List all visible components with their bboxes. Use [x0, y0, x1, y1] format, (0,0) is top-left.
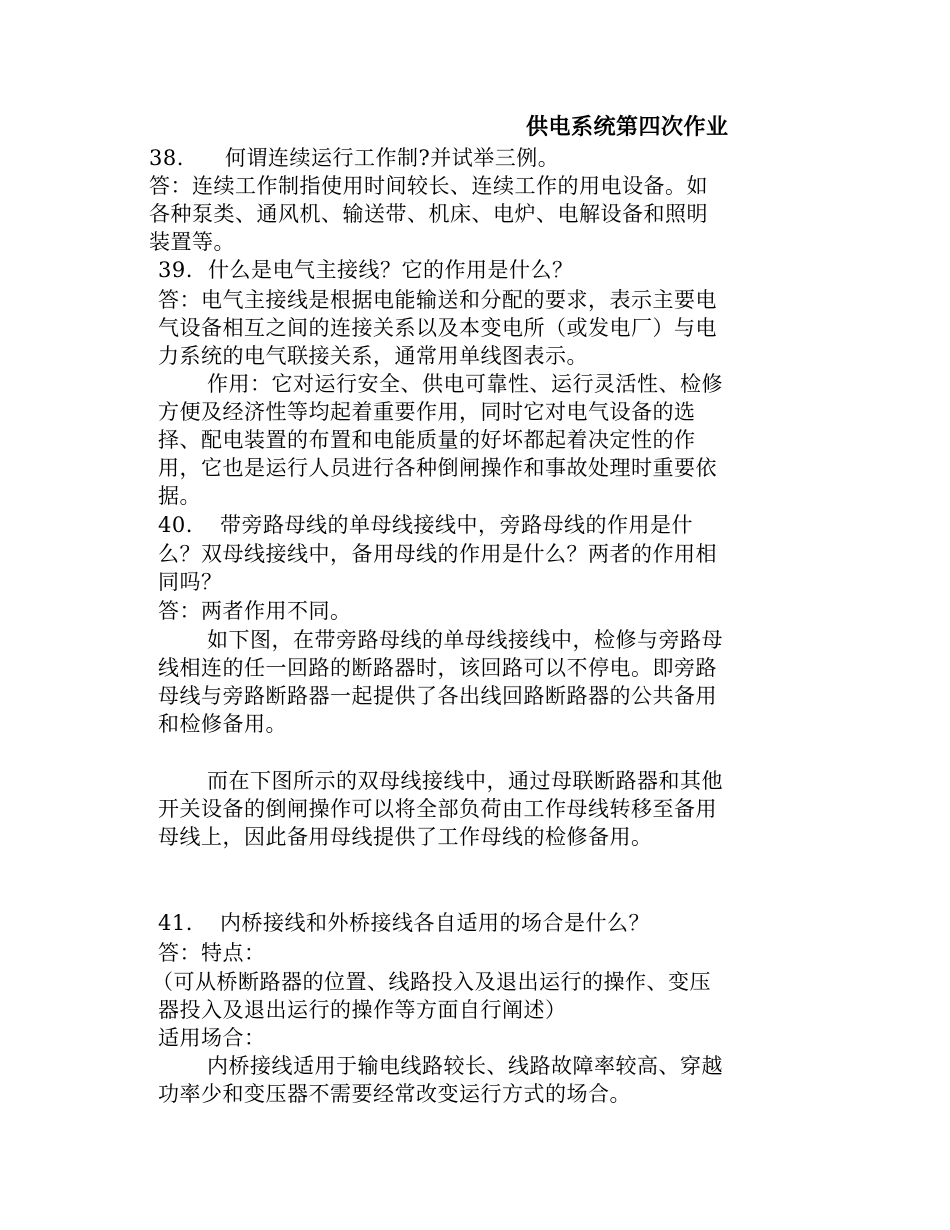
- answer-line: 答：电气主接线是根据电能输送和分配的要求，表示主要电: [158, 288, 717, 312]
- answer-line: 气设备相互之间的连接关系以及本变电所（或发电厂）与电: [158, 316, 717, 340]
- answer-line: 据。: [158, 484, 201, 508]
- question-line: 同吗？: [158, 570, 223, 594]
- answer-line: 择、配电装置的布置和电能质量的好坏都起着决定性的作: [158, 428, 696, 452]
- answer-line: 适用场合：: [158, 1026, 266, 1050]
- question-number: 40.: [158, 513, 193, 537]
- answer-line: 线相连的任一回路的断路器时，该回路可以不停电。即旁路: [158, 656, 717, 680]
- answer-line: 母线与旁路断路器一起提供了各出线回路断路器的公共备用: [158, 684, 717, 708]
- answer-line: 用，它也是运行人员进行各种倒闸操作和事故处理时重要依: [158, 456, 717, 480]
- answer-line: 答：特点：: [158, 941, 266, 965]
- question-text: 什么是电气主接线？它的作用是什么？: [208, 258, 574, 282]
- question-number: 39.: [158, 258, 193, 282]
- answer-line: 母线上，因此备用母线提供了工作母线的检修备用。: [158, 825, 653, 849]
- answer-line: 装置等。: [149, 230, 235, 254]
- answer-line: 开关设备的倒闸操作可以将全部负荷由工作母线转移至备用: [158, 797, 717, 821]
- answer-line: 力系统的电气联接关系，通常用单线图表示。: [158, 344, 588, 368]
- answer-line: 内桥接线适用于输电线路较长、线路故障率较高、穿越: [207, 1054, 723, 1078]
- answer-line: 各种泵类、通风机、输送带、机床、电炉、电解设备和照明: [149, 202, 708, 226]
- question-text: 何谓连续运行工作制?并试举三例。: [225, 146, 560, 170]
- question-text: 内桥接线和外桥接线各自适用的场合是什么？: [220, 911, 650, 935]
- answer-line: 和检修备用。: [158, 712, 287, 736]
- question-40: [158, 511, 693, 539]
- answer-line: 而在下图所示的双母线接线中，通过母联断路器和其他: [207, 769, 723, 793]
- answer-line: 方便及经济性等均起着重要作用，同时它对电气设备的选: [158, 400, 696, 424]
- question-number: 38.: [149, 146, 184, 170]
- question-38: [149, 144, 559, 172]
- question-number: 41.: [158, 911, 193, 935]
- answer-line: 答：两者作用不同。: [158, 599, 352, 623]
- question-line: 么？双母线接线中，备用母线的作用是什么？两者的作用相: [158, 542, 717, 566]
- answer-line: （可从桥断路器的位置、线路投入及退出运行的操作、变压: [152, 970, 711, 994]
- page-title: 供电系统第四次作业: [526, 115, 729, 140]
- question-39: [158, 256, 574, 284]
- answer-line: 器投入及退出运行的操作等方面自行阐述）: [158, 998, 567, 1022]
- question-text: 带旁路母线的单母线接线中，旁路母线的作用是什: [220, 513, 693, 537]
- answer-line: 如下图，在带旁路母线的单母线接线中，检修与旁路母: [207, 628, 723, 652]
- answer-line: 答：连续工作制指使用时间较长、连续工作的用电设备。如: [149, 174, 708, 198]
- question-41: [158, 909, 650, 937]
- answer-line: 作用：它对运行安全、供电可靠性、运行灵活性、检修: [207, 372, 723, 396]
- answer-line: 功率少和变压器不需要经常改变运行方式的场合。: [158, 1082, 631, 1106]
